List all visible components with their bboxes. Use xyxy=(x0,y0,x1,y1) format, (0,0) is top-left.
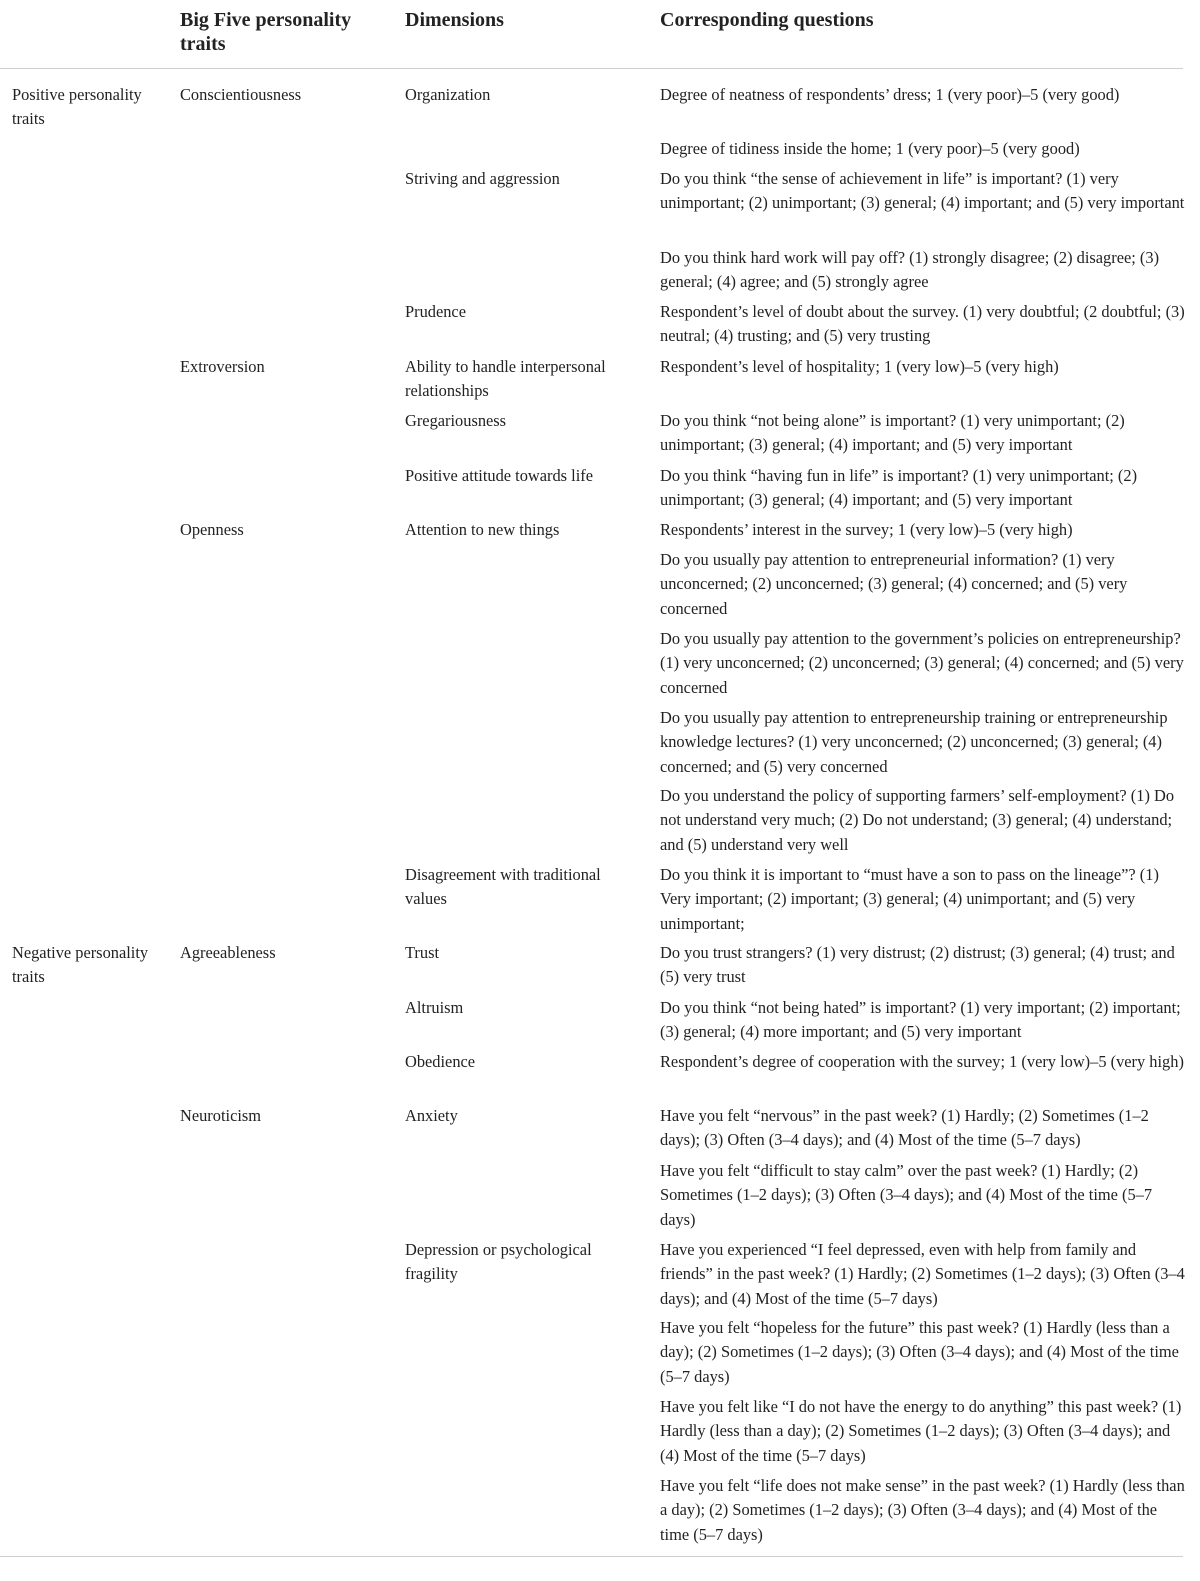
trait-conscientiousness: Conscientiousness xyxy=(180,85,302,104)
question-hard-work: Do you think hard work will pay off? (1) strongly disagree; (2) disagree; (3) general; (4) agree; and (5) strongly agree xyxy=(660,248,1160,292)
header-big-five-traits: Big Five personality traits xyxy=(180,9,352,55)
question-home-tidiness: Degree of tidiness inside the home; 1 (very poor)–5 (very good) xyxy=(660,139,1080,158)
table-header xyxy=(0,0,1183,69)
question-stay-calm: Have you felt “difficult to stay calm” over the past week? (1) Hardly; (2) Sometimes (1–2 days); (3) Often (3–4 days); and (4) Most of the time (5–7 days) xyxy=(660,1161,1153,1229)
question-survey-doubt: Respondent’s level of doubt about the survey. (1) very doubtful; (2 doubtful; (3) neutral; (4) trusting; and (5) very trusting xyxy=(660,302,1185,346)
header-dimensions: Dimensions xyxy=(405,9,504,31)
dimension-interpersonal: Ability to handle interpersonal relationships xyxy=(405,357,606,401)
trait-neuroticism: Neuroticism xyxy=(180,1106,262,1125)
question-government-policies: Do you usually pay attention to the government’s policies on entrepreneurship? (1) very unconcerned; (2) unconcerned; (3) general; (4) concerned; and (5) very concerned xyxy=(660,629,1184,697)
question-self-employment-policy: Do you understand the policy of supporting farmers’ self-employment? (1) Do not understand very much; (2) Do not understand; (3) general; (4) understand; and (5) understand very well xyxy=(660,786,1175,854)
question-no-energy: Have you felt like “I do not have the energy to do anything” this past week? (1) Hardly (less than a day); (2) Sometimes (1–2 days); (3) Often (3–4 days); and (4) Most of the time (5–7 days) xyxy=(660,1397,1182,1465)
question-achievement: Do you think “the sense of achievement in life” is important? (1) very unimportant; (2) unimportant; (3) general; (4) important; and (5) very important xyxy=(660,169,1185,213)
question-survey-interest: Respondents’ interest in the survey; 1 (very low)–5 (very high) xyxy=(660,520,1073,539)
dimension-obedience: Obedience xyxy=(405,1052,476,1071)
dimension-positive-attitude: Positive attitude towards life xyxy=(405,466,594,485)
trait-extroversion: Extroversion xyxy=(180,357,265,376)
dimension-anxiety: Anxiety xyxy=(405,1106,458,1125)
dimension-gregariousness: Gregariousness xyxy=(405,411,507,430)
question-trust-strangers: Do you trust strangers? (1) very distrust; (2) distrust; (3) general; (4) trust; and (5) very trust xyxy=(660,943,1175,987)
dimension-traditional-values: Disagreement with traditional values xyxy=(405,865,601,909)
dimension-trust: Trust xyxy=(405,943,440,962)
question-training-lectures: Do you usually pay attention to entrepreneurship training or entrepreneurship knowledge lectures? (1) very unconcerned; (2) unconcerned; (3) general; (4) concerned; and (5) very concerned xyxy=(660,708,1168,776)
question-not-alone: Do you think “not being alone” is important? (1) very unimportant; (2) unimportant; (3) general; (4) important; and (5) very important xyxy=(660,411,1125,455)
question-depressed: Have you experienced “I feel depressed, even with help from family and friends” in the past week? (1) Hardly; (2) Sometimes (1–2 days); (3) Often (3–4 days); and (4) Most of the time (5–7 days) xyxy=(660,1240,1185,1308)
question-life-meaning: Have you felt “life does not make sense” in the past week? (1) Hardly (less than a day); (2) Sometimes (1–2 days); (3) Often (3–4 days); and (4) Most of the time (5–7 days) xyxy=(660,1476,1185,1544)
question-cooperation: Respondent’s degree of cooperation with the survey; 1 (very low)–5 (very high) xyxy=(660,1052,1184,1071)
question-dress-neatness: Degree of neatness of respondents’ dress; 1 (very poor)–5 (very good) xyxy=(660,85,1120,104)
question-entrepreneurial-info: Do you usually pay attention to entrepreneurial information? (1) very unconcerned; (2) unconcerned; (3) general; (4) concerned; and (5) very concerned xyxy=(660,550,1128,618)
question-nervous: Have you felt “nervous” in the past week? (1) Hardly; (2) Sometimes (1–2 days); (3) Often (3–4 days); and (4) Most of the time (5–7 days) xyxy=(660,1106,1149,1150)
question-hospitality: Respondent’s level of hospitality; 1 (very low)–5 (very high) xyxy=(660,357,1059,376)
group-negative-traits: Negative personality traits xyxy=(12,943,149,987)
question-having-fun: Do you think “having fun in life” is important? (1) very unimportant; (2) unimportant; (3) general; (4) important; and (5) very important xyxy=(660,466,1138,510)
dimension-prudence: Prudence xyxy=(405,302,466,321)
dimension-new-things: Attention to new things xyxy=(405,520,560,539)
question-son-lineage: Do you think it is important to “must have a son to pass on the lineage”? (1) Very important; (2) important; (3) general; (4) unimportant; and (5) very unimportant; xyxy=(660,865,1159,933)
table-bottom-rule xyxy=(0,1556,1183,1557)
dimension-organization: Organization xyxy=(405,85,491,104)
dimension-striving-aggression: Striving and aggression xyxy=(405,169,560,188)
question-hopeless: Have you felt “hopeless for the future” this past week? (1) Hardly (less than a day); (2) Sometimes (1–2 days); (3) Often (3–4 days); and (4) Most of the time (5–7 days) xyxy=(660,1318,1179,1386)
question-not-hated: Do you think “not being hated” is important? (1) very important; (2) important; (3) general; (4) more important; and (5) very important xyxy=(660,998,1181,1042)
trait-agreeableness: Agreeableness xyxy=(180,943,276,962)
dimension-altruism: Altruism xyxy=(405,998,464,1017)
trait-openness: Openness xyxy=(180,520,244,539)
header-corresponding-questions: Corresponding questions xyxy=(660,9,874,31)
dimension-depression: Depression or psychological fragility xyxy=(405,1240,592,1284)
group-positive-traits: Positive personality traits xyxy=(12,85,142,129)
